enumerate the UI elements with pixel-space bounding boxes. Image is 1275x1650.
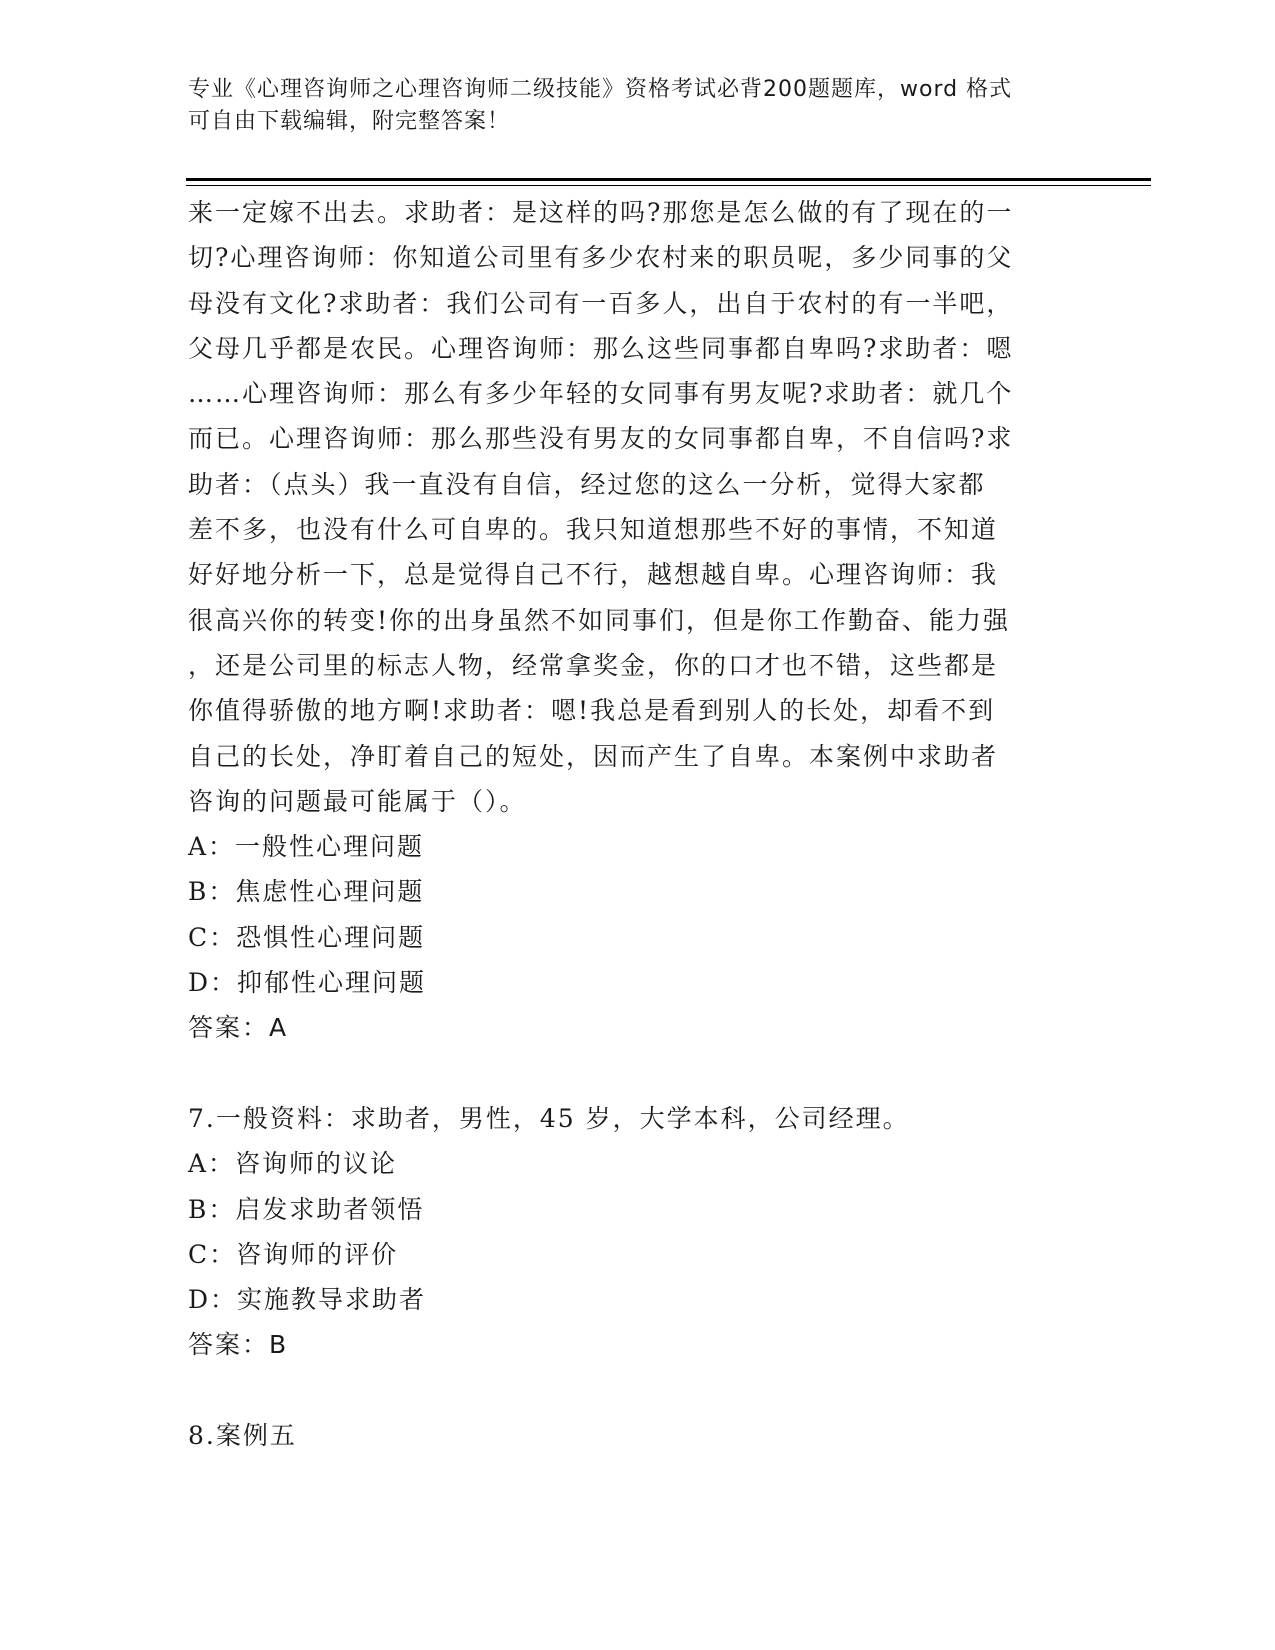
question-7-option-c: C：咨询师的评价 xyxy=(188,1239,399,1269)
question-7-option-d: D：实施教导求助者 xyxy=(188,1285,427,1315)
question-7-option-b: B：启发求助者领悟 xyxy=(188,1194,425,1224)
passage-line: 很高兴你的转变!你的出身虽然不如同事们，但是你工作勤奋、能力强 xyxy=(188,605,1011,635)
passage-line: ，还是公司里的标志人物，经常拿奖金，你的口才也不错，这些都是 xyxy=(188,650,999,680)
question-6-option-d: D：抑郁性心理问题 xyxy=(188,968,427,998)
spacer xyxy=(188,1368,1088,1413)
passage-line: 而已。心理咨询师：那么那些没有男友的女同事都自卑，不自信吗?求 xyxy=(188,424,1014,454)
passage-line: 你值得骄傲的地方啊!求助者：嗯!我总是看到别人的长处，却看不到 xyxy=(188,696,996,726)
question-6-answer: 答案：A xyxy=(188,1013,289,1043)
spacer xyxy=(188,1051,1088,1096)
question-6-option-a: A：一般性心理问题 xyxy=(188,832,425,862)
header-title-line-1: 专业《心理咨询师之心理咨询师二级技能》资格考试必背200题题库，word 格式 xyxy=(188,77,1013,102)
question-6-passage xyxy=(188,190,1088,824)
passage-line: ……心理咨询师：那么有多少年轻的女同事有男友呢?求助者：就几个 xyxy=(188,379,1014,409)
question-6-option-c: C：恐惧性心理问题 xyxy=(188,922,426,952)
header-rule-thin xyxy=(186,185,1151,186)
passage-line: 助者：（点头）我一直没有自信，经过您的这么一分析，觉得大家都 xyxy=(188,469,986,499)
passage-line: 咨询的问题最可能属于（）。 xyxy=(188,786,527,816)
passage-line: 自己的长处，净盯着自己的短处，因而产生了自卑。本案例中求助者 xyxy=(188,741,999,771)
question-7-stem: 7.一般资料：求助者，男性，45 岁，大学本科，公司经理。 xyxy=(188,1103,910,1133)
passage-line: 父母几乎都是农民。心理咨询师：那么这些同事都自卑吗?求助者：嗯 xyxy=(188,333,1014,363)
question-8-stem: 8.案例五 xyxy=(188,1421,297,1451)
passage-line: 好好地分析一下，总是觉得自己不行，越想越自卑。心理咨询师：我 xyxy=(188,560,999,590)
document-header xyxy=(188,74,1068,138)
question-7-option-a: A：咨询师的议论 xyxy=(188,1149,398,1179)
question-7-answer: 答案：B xyxy=(188,1330,289,1360)
question-6-option-b: B：焦虑性心理问题 xyxy=(188,877,425,907)
passage-line: 差不多，也没有什么可自卑的。我只知道想那些不好的事情，不知道 xyxy=(188,515,999,545)
header-title-line-2: 可自由下载编辑，附完整答案！ xyxy=(188,109,511,134)
question-content xyxy=(188,190,1088,1458)
passage-line: 来一定嫁不出去。求助者：是这样的吗?那您是怎么做的有了现在的一 xyxy=(188,198,1014,227)
passage-line: 切?心理咨询师：你知道公司里有多少农村来的职员呢，多少同事的父 xyxy=(188,243,1014,273)
passage-line: 母没有文化?求助者：我们公司有一百多人，出自于农村的有一半吧， xyxy=(188,288,1014,318)
header-rule-thick xyxy=(186,178,1151,181)
